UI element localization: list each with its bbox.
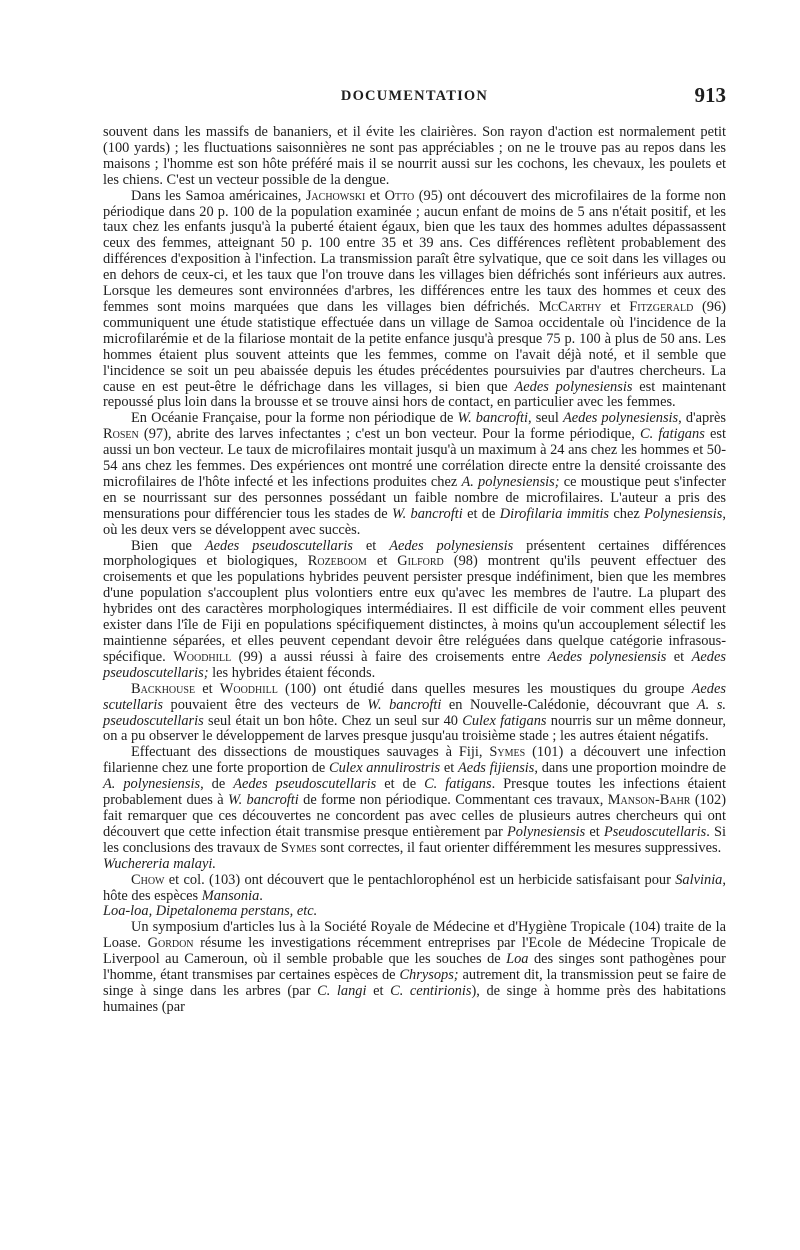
text-run: seul était un bon hôte. Chez un seul sur 40 bbox=[203, 712, 463, 729]
text-run: résume les investigations récemment entreprises par l'Ecole de Médecine Tropicale de Liverpool au Cameroun, où il semble probable que les souches de bbox=[103, 935, 726, 968]
text-run: (98) montrent qu'ils peuvent effectuer des croisements et que les populations hybrides peuvent persister presque indéfiniment, bien que les membres d'une population s'accouplent plus volontiers entre eux qu'avec les membres de l'autre. La plupart des hybrides ont des caractères morphologiques intermédiaires. Il est difficile de voir comment elles peuvent exister dans l'île de Fiji en populations spécifiquement distinctes, à moins qu'un accouplement sélectif les maintienne séparées, et elles peuvent cependant devoir être reléguées dans quelque catégorie infrasous-spécifique. bbox=[103, 553, 726, 665]
italic-term: Dirofilaria immitis bbox=[499, 505, 610, 522]
author-name: Fitzgerald bbox=[629, 298, 694, 315]
paragraph bbox=[103, 920, 726, 1015]
text-run: , dans une proportion moindre de bbox=[534, 760, 726, 777]
author-name: Jachowski bbox=[305, 187, 366, 204]
text-run: pouvaient être des vecteurs de bbox=[162, 696, 368, 713]
italic-term: Aedes polynesiensis bbox=[514, 378, 633, 395]
italic-term: Polynesiensis bbox=[644, 505, 723, 522]
document-page bbox=[103, 83, 726, 1016]
text-run: sont correctes, il faut orienter différemment les mesures suppressives. bbox=[316, 839, 722, 856]
text-run: Bien que bbox=[131, 537, 205, 554]
text-run: (101) a découvert une infection filarienne chez une forte proportion de bbox=[103, 744, 726, 777]
text-run: ), de singe à homme près des habitations humaines (par bbox=[103, 982, 726, 1015]
text-run: et bbox=[365, 187, 385, 204]
text-run: (102) fait remarquer que ces découvertes ne concordent pas avec celles de plusieurs autres chercheurs qui ont découvert que cette infection était transmise presque entièrement par bbox=[103, 792, 726, 840]
italic-term: W. bancrofti bbox=[457, 410, 529, 427]
italic-term: Salvinia bbox=[675, 871, 723, 888]
paragraph bbox=[103, 682, 726, 746]
italic-term: C. fatigans bbox=[640, 426, 705, 443]
text-run: Effectuant des dissections de moustiques sauvages à Fiji, bbox=[131, 744, 490, 761]
italic-term: Polynesiensis bbox=[506, 823, 586, 840]
italic-term: A. polynesiensis; bbox=[461, 473, 560, 490]
author-name: McCarthy bbox=[538, 298, 602, 315]
text-run: , de bbox=[200, 776, 234, 793]
paragraph bbox=[103, 125, 726, 189]
text-run: En Océanie Française, pour la forme non périodique de bbox=[131, 410, 458, 427]
text-run: ce moustique peut s'infecter en se nourrissant sur des personnes possédant un faible nombre de microfilaires. L'auteur a pris des mensurations pour différencier tous les stades de bbox=[103, 473, 726, 522]
text-run: des singes sont pathogènes pour l'homme, étant transmises par certaines espèces de bbox=[103, 951, 726, 984]
italic-term: C. centirionis bbox=[390, 982, 472, 999]
author-name: Gilford bbox=[397, 553, 444, 570]
paragraph bbox=[103, 539, 726, 682]
text-run: et bbox=[195, 680, 220, 697]
italic-term: Pseudoscutellaris bbox=[603, 823, 707, 840]
author-name: Symes bbox=[280, 839, 317, 856]
text-run: Wuchereria malayi. bbox=[103, 855, 216, 872]
author-name: Gordon bbox=[147, 935, 194, 952]
text-run: Dans les Samoa américaines, bbox=[131, 187, 306, 204]
paragraph bbox=[103, 873, 726, 905]
italic-term: W. bancrofti bbox=[227, 792, 299, 809]
italic-term: Culex fatigans bbox=[462, 712, 547, 729]
text-run: Loa-loa, Dipetalonema perstans, etc. bbox=[103, 903, 318, 920]
text-run: nourris sur un même donneur, on a pu observer le développement de larves presque jusqu'au troisième stade ; les autres étaient négatifs. bbox=[103, 712, 726, 745]
italic-term: Aeds fijiensis bbox=[457, 760, 535, 777]
text-run: et bbox=[601, 298, 630, 315]
italic-term: A. polynesiensis bbox=[103, 776, 201, 793]
text-run: en Nouvelle-Calédonie, découvrant que bbox=[441, 696, 697, 713]
page-number: 913 bbox=[694, 83, 726, 107]
author-name: Backhouse bbox=[131, 680, 196, 697]
author-name: Woodhill bbox=[173, 648, 232, 665]
text-run: et bbox=[585, 823, 604, 840]
author-name: Rozeboom bbox=[307, 553, 367, 570]
author-name: Woodhill bbox=[219, 680, 278, 697]
text-run: est aussi un bon vecteur. Le taux de microfilaires montait jusqu'à un maximum à 24 ans chez les hommes et 50-54 ans chez les femmes. Des expériences ont montré une corrélation directe entre la densité croissante des microfilaires de l'hôte infecté et les infections produites chez bbox=[103, 426, 726, 490]
running-title: DOCUMENTATION bbox=[340, 88, 489, 104]
italic-term: Mansonia bbox=[201, 887, 260, 904]
text-run: présentent certaines différences morphologiques et biologiques, bbox=[103, 537, 726, 570]
italic-term: W. bancrofti bbox=[367, 696, 442, 713]
paragraph bbox=[103, 745, 726, 856]
text-run: et bbox=[366, 553, 398, 570]
text-run: et de bbox=[376, 776, 425, 793]
paragraph bbox=[103, 411, 726, 538]
italic-term: Aedes polynesiensis bbox=[547, 648, 667, 665]
text-run: et de bbox=[462, 505, 500, 522]
italic-term: Aedes polynesiensis bbox=[389, 537, 514, 554]
italic-term: Aedes pseudoscutellaris; bbox=[103, 648, 726, 681]
italic-term: A. s. pseudoscutellaris bbox=[103, 696, 727, 729]
italic-term: Aedes scutellaris bbox=[103, 680, 726, 713]
author-name: Symes bbox=[489, 744, 526, 761]
italic-term: C. fatigans bbox=[424, 776, 492, 793]
text-run: et bbox=[440, 760, 458, 777]
section-heading bbox=[103, 857, 726, 873]
italic-term: Aedes pseudoscutellaris bbox=[233, 776, 377, 793]
text-run: est maintenant repoussé plus loin dans la brousse et se trouve ainsi hors de contact, en particulier avec les femmes. bbox=[103, 378, 726, 411]
italic-term: Loa bbox=[506, 951, 529, 968]
italic-term: Aedes polynesiensis bbox=[562, 410, 679, 427]
article-body bbox=[103, 125, 726, 1016]
italic-term: Culex annulirostris bbox=[329, 760, 441, 777]
text-run: les hybrides étaient féconds. bbox=[208, 664, 376, 681]
text-run: et col. (103) ont découvert que le pentachlorophénol est un herbicide satisfaisant pour bbox=[164, 871, 676, 888]
text-run: . bbox=[259, 887, 263, 904]
text-run: (97), abrite des larves infectantes ; c'est un bon vecteur. Pour la forme périodique, bbox=[138, 426, 641, 443]
text-run: chez bbox=[609, 505, 645, 522]
paragraph bbox=[103, 189, 726, 412]
text-run: et bbox=[666, 648, 692, 665]
italic-term: W. bancrofti bbox=[391, 505, 463, 522]
author-name: Rosen bbox=[103, 426, 139, 443]
italic-term: C. langi bbox=[317, 982, 367, 999]
text-run: autrement dit, la transmission peut se faire de singe à singe dans les arbres (par bbox=[103, 967, 726, 999]
text-run: (96) communiquent une étude statistique effectuée dans un village de Samoa occidentale où l'incidence de la microfilarémie et de la filariose montait de la petite enfance jusqu'à presque 75 p. 100 à plus de 50 ans. Les hommes étaient plus souvent atteints que les femmes, comme on l'avait déjà noté, et il semble que l'incidence se soit un peu abaissée depuis les études précédentes poursuivies par d'autres chercheurs. La cause en est peut-être le défrichage dans les villages, si bien que bbox=[103, 298, 726, 395]
text-run: , hôte des espèces bbox=[103, 871, 726, 904]
text-run: souvent dans les massifs de bananiers, et il évite les clairières. Son rayon d'action est normalement petit (100 yards) ; les fluctuations saisonnières ne sont pas appréciables ; on ne le trouve pas au repos dans les maisons ; l'homme est son hôte préféré mais il se nourrit aussi sur les cochons, les chevaux, les poulets et les chiens. C'est un vecteur possible de la dengue. bbox=[103, 124, 726, 188]
page-header bbox=[103, 83, 726, 113]
section-heading bbox=[103, 904, 726, 920]
text-run: Un symposium d'articles lus à la Société Royale de Médecine et d'Hygiène Tropicale (104) traite de la Loase. bbox=[103, 919, 726, 952]
text-run: et bbox=[352, 537, 390, 554]
author-name: Chow bbox=[131, 871, 165, 888]
italic-term: Chrysops; bbox=[399, 967, 459, 984]
text-run: (95) ont découvert des microfilaires de la forme non périodique dans 20 p. 100 de la population examinée ; aucun enfant de moins de 5 ans n'était positif, et les taux chez les enfants jusqu'à la puberté étaient égaux, bien que les taux des hommes adultes dépassassent ceux des femmes, atteignant 50 p. 100 entre 35 et 39 ans. Ces différences reflètent probablement des différences d'exposition à l'infection. La transmission paraît être sylvatique, que ce soit dans les villages ou en dehors de ceux-ci, et les taux que l'on trouve dans les villages bien défrichés sont inférieurs aux autres. Lorsque les demeures sont environnées d'arbres, les différences entre les taux des hommes et ceux des femmes sont moins marquées que dans les villages bien défrichés. bbox=[103, 187, 726, 315]
text-run: (100) ont étudié dans quelles mesures les moustiques du groupe bbox=[277, 680, 692, 697]
text-run: . Presque toutes les infections étaient probablement dues à bbox=[103, 776, 727, 809]
author-name: Manson-Bahr bbox=[607, 792, 691, 809]
author-name: Otto bbox=[384, 187, 415, 204]
text-run: , seul bbox=[528, 410, 563, 427]
text-run: , d'après bbox=[678, 410, 726, 427]
text-run: et bbox=[366, 982, 391, 999]
italic-term: Aedes pseudoscutellaris bbox=[204, 537, 353, 554]
text-run: (99) a aussi réussi à faire des croisements entre bbox=[231, 648, 548, 665]
text-run: de forme non périodique. Commentant ces travaux, bbox=[298, 792, 608, 809]
text-run: , où les deux vers se développent avec succès. bbox=[103, 505, 726, 538]
text-run: . Si les conclusions des travaux de bbox=[103, 823, 726, 856]
